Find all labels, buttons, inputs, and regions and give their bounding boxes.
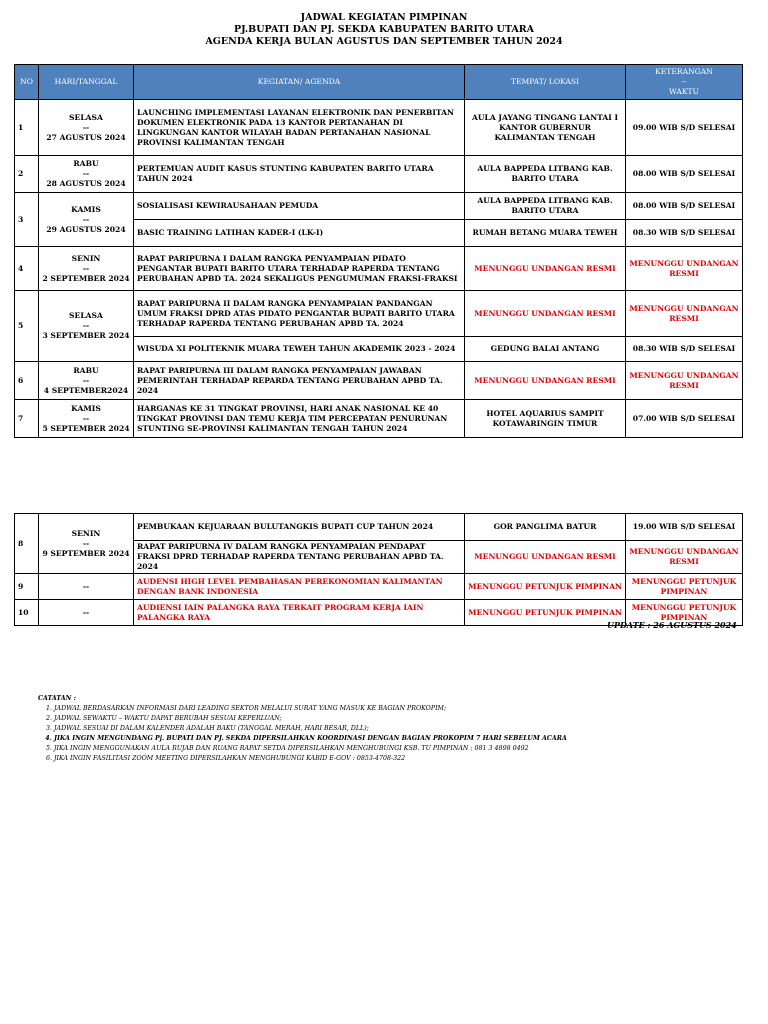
header-place: TEMPAT/ LOKASI	[465, 65, 626, 100]
note-item: 3. JADWAL SESUAI DI DALAM KALENDER ADALAH BAKU (TANGGAL MERAH, HARI BESAR, DLL);	[54, 724, 567, 734]
row-no: 3	[15, 193, 39, 247]
row-no: 2	[15, 156, 39, 193]
row-no: 5	[15, 291, 39, 362]
notes-section	[38, 694, 567, 764]
row-time: MENUNGGU UNDANGAN RESMI	[626, 362, 743, 400]
row-activity: AUDENSI HIGH LEVEL PEMBAHASAN PEREKONOMIAN KALIMANTAN DENGAN BANK INDONESIA	[134, 574, 465, 600]
update-stamp: UPDATE : 26 AGUSTUS 2024	[607, 620, 737, 630]
table-row	[15, 193, 743, 220]
header-no: NO	[15, 65, 39, 100]
row-activity: PEMBUKAAN KEJUARAAN BULUTANGKIS BUPATI CUP TAHUN 2024	[134, 514, 465, 541]
row-date: RABU -- 28 AGUSTUS 2024	[39, 156, 134, 193]
row-no: 1	[15, 100, 39, 156]
title-line-3: AGENDA KERJA BULAN AGUSTUS DAN SEPTEMBER TAHUN 2024	[205, 36, 563, 47]
row-activity: RAPAT PARIPURNA IV DALAM RANGKA PENYAMPAIAN PENDAPAT FRAKSI DPRD TERHADAP RAPERDA TENTANG PERUBAHAN APBD TA. 2024	[134, 541, 465, 574]
row-activity: WISUDA XI POLITEKNIK MUARA TEWEH TAHUN AKADEMIK 2023 - 2024	[134, 337, 465, 362]
row-date: KAMIS -- 29 AGUSTUS 2024	[39, 193, 134, 247]
note-item: 4. JIKA INGIN MENGUNDANG Pj. BUPATI DAN PJ. SEKDA DIPERSILAHKAN KOORDINASI DENGAN BAGIAN PROKOPIM 7 HARI SEBELUM ACARA	[54, 734, 567, 744]
row-date: SELASA -- 3 SEPTEMBER 2024	[39, 291, 134, 362]
note-item: 6. JIKA INGIN FASILITASI ZOOM MEETING DIPERSILAHKAN MENGHUBUNGI KABID E-GOV : 0853-4708-322	[54, 754, 567, 764]
row-place: HOTEL AQUARIUS SAMPIT KOTAWARINGIN TIMUR	[465, 400, 626, 438]
row-place: GOR PANGLIMA BATUR	[465, 514, 626, 541]
row-no: 4	[15, 247, 39, 291]
row-date: SENIN -- 9 SEPTEMBER 2024	[39, 514, 134, 574]
row-time: MENUNGGU PETUNJUK PIMPINAN	[626, 600, 743, 626]
title-line-1: JADWAL KEGIATAN PIMPINAN	[300, 12, 468, 23]
row-date: SENIN -- 2 SEPTEMBER 2024	[39, 247, 134, 291]
row-time: 19.00 WIB S/D SELESAI	[626, 514, 743, 541]
row-time: 08.00 WIB S/D SELESAI	[626, 193, 743, 220]
row-place: MENUNGGU UNDANGAN RESMI	[465, 362, 626, 400]
table-row	[15, 247, 743, 291]
row-place: MENUNGGU UNDANGAN RESMI	[465, 247, 626, 291]
row-place: MENUNGGU UNDANGAN RESMI	[465, 291, 626, 337]
header-day: HARI/TANGGAL	[39, 65, 134, 100]
table-row	[15, 100, 743, 156]
row-activity: HARGANAS KE 31 TINGKAT PROVINSI, HARI ANAK NASIONAL KE 40 TINGKAT PROVINSI DAN TEMU KERJA TIM PERCEPATAN PENURUNAN STUNTING SE-PROVINSI KALIMANTAN TENGAH TAHUN 2024	[134, 400, 465, 438]
table-row	[15, 156, 743, 193]
row-time: MENUNGGU UNDANGAN RESMI	[626, 291, 743, 337]
note-item: 1. JADWAL BERDASARKAN INFORMASI DARI LEADING SEKTOR MELALUI SURAT YANG MASUK KE BAGIAN PROKOPIM;	[54, 704, 567, 714]
row-date: --	[39, 574, 134, 600]
row-time: 08.00 WIB S/D SELESAI	[626, 156, 743, 193]
note-item: 2. JADWAL SEWAKTU – WAKTU DAPAT BERUBAH SESUAI KEPERLUAN;	[54, 714, 567, 724]
row-place: MENUNGGU PETUNJUK PIMPINAN	[465, 574, 626, 600]
header-note: KETERANGAN -- WAKTU	[626, 65, 743, 100]
table-row	[15, 514, 743, 541]
row-no: 10	[15, 600, 39, 626]
row-time: MENUNGGU UNDANGAN RESMI	[626, 247, 743, 291]
document-title	[0, 12, 768, 48]
notes-list	[38, 704, 567, 764]
header-row	[15, 65, 743, 100]
row-place: AULA BAPPEDA LITBANG KAB. BARITO UTARA	[465, 156, 626, 193]
table-row	[15, 362, 743, 400]
row-date: RABU -- 4 SEPTEMBER2024	[39, 362, 134, 400]
schedule-table-1	[14, 64, 743, 438]
row-time: 07.00 WIB S/D SELESAI	[626, 400, 743, 438]
table-row	[15, 574, 743, 600]
row-place: MENUNGGU UNDANGAN RESMI	[465, 541, 626, 574]
row-time: 08.30 WIB S/D SELESAI	[626, 337, 743, 362]
table-row	[15, 291, 743, 337]
row-activity: LAUNCHING IMPLEMENTASI LAYANAN ELEKTRONIK DAN PENERBITAN DOKUMEN ELEKTRONIK PADA 13 KANTOR PERTANAHAN DI LINGKUNGAN KANTOR WILAYAH BADAN PERTANAHAN NASIONAL PROVINSI KALIMANTAN TENGAH	[134, 100, 465, 156]
header-activity: KEGIATAN/ AGENDA	[134, 65, 465, 100]
row-place: AULA JAYANG TINGANG LANTAI I KANTOR GUBERNUR KALIMANTAN TENGAH	[465, 100, 626, 156]
row-time: MENUNGGU PETUNJUK PIMPINAN	[626, 574, 743, 600]
table-row	[15, 400, 743, 438]
row-activity: BASIC TRAINING LATIHAN KADER-I (LK-I)	[134, 220, 465, 247]
title-line-2: PJ.BUPATI DAN PJ. SEKDA KABUPATEN BARITO UTARA	[233, 24, 535, 35]
row-time: 08.30 WIB S/D SELESAI	[626, 220, 743, 247]
row-activity: RAPAT PARIPURNA I DALAM RANGKA PENYAMPAIAN PIDATO PENGANTAR BUPATI BARITO UTARA TERHADAP RAPERDA TENTANG PERUBAHAN APBD TA. 2024 SEKALIGUS PENGUMUMAN FRAKSI-FRAKSI	[134, 247, 465, 291]
row-activity: SOSIALISASI KEWIRAUSAHAAN PEMUDA	[134, 193, 465, 220]
row-no: 6	[15, 362, 39, 400]
row-time: MENUNGGU UNDANGAN RESMI	[626, 541, 743, 574]
row-no: 9	[15, 574, 39, 600]
row-activity: RAPAT PARIPURNA II DALAM RANGKA PENYAMPAIAN PANDANGAN UMUM FRAKSI DPRD ATAS PIDATO PENGANTAR BUPATI BARITO UTARA TERHADAP RAPERDA TENTANG PERUBAHAN APBD TA. 2024	[134, 291, 465, 337]
row-date: --	[39, 600, 134, 626]
row-place: RUMAH BETANG MUARA TEWEH	[465, 220, 626, 247]
row-place: MENUNGGU PETUNJUK PIMPINAN	[465, 600, 626, 626]
row-place: AULA BAPPEDA LITBANG KAB. BARITO UTARA	[465, 193, 626, 220]
row-activity: AUDIENSI IAIN PALANGKA RAYA TERKAIT PROGRAM KERJA IAIN PALANGKA RAYA	[134, 600, 465, 626]
row-no: 8	[15, 514, 39, 574]
row-place: GEDUNG BALAI ANTANG	[465, 337, 626, 362]
row-date: SELASA -- 27 AGUSTUS 2024	[39, 100, 134, 156]
notes-heading: CATATAN :	[38, 695, 76, 702]
note-item: 5. JIKA INGIN MENGGUNAKAN AULA RUJAB DAN RUANG RAPAT SETDA DIPERSILAHKAN MENGHUBUNGI KSB. TU PIMPINAN : 081 3 4898 0492	[54, 744, 567, 754]
row-date: KAMIS -- 5 SEPTEMBER 2024	[39, 400, 134, 438]
row-activity: PERTEMUAN AUDIT KASUS STUNTING KABUPATEN BARITO UTARA TAHUN 2024	[134, 156, 465, 193]
row-time: 09.00 WIB S/D SELESAI	[626, 100, 743, 156]
row-no: 7	[15, 400, 39, 438]
row-activity: RAPAT PARIPURNA III DALAM RANGKA PENYAMPAIAN JAWABAN PEMERINTAH TERHADAP REPARDA TENTANG PERUBAHAN APBD TA. 2024	[134, 362, 465, 400]
schedule-table-2	[14, 513, 743, 626]
